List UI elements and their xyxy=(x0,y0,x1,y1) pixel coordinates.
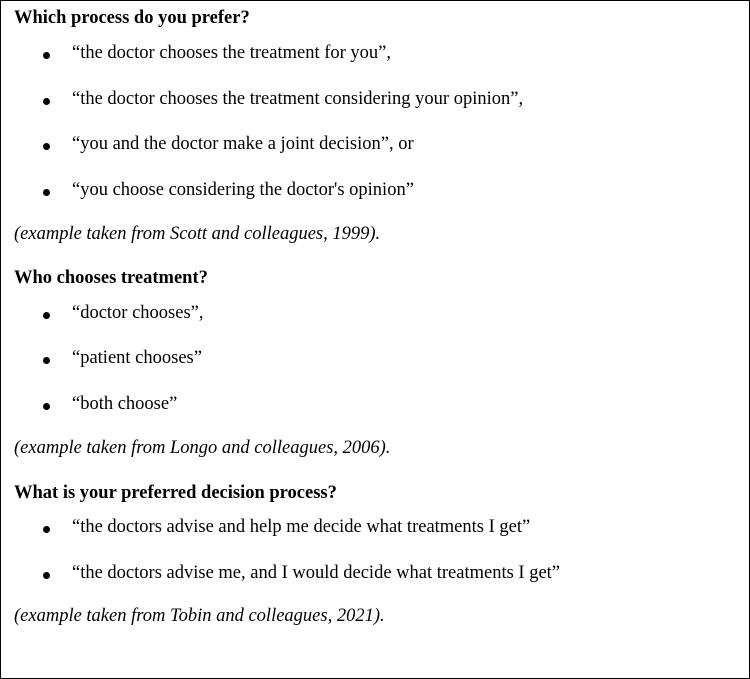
list-item-text: “both choose” xyxy=(72,394,178,414)
bullet-icon xyxy=(43,189,50,196)
bullet-icon xyxy=(43,357,50,364)
bullet-icon xyxy=(43,572,50,579)
citation-tobin-2021: (example taken from Tobin and colleagues, 2021). xyxy=(14,606,385,626)
list-item-text: “the doctors advise me, and I would decide what treatments I get” xyxy=(72,563,561,583)
bullet-icon xyxy=(43,52,50,59)
section-heading-process-preference: Which process do you prefer? xyxy=(14,8,250,28)
list-item-text: “the doctors advise and help me decide what treatments I get” xyxy=(72,517,531,537)
list-item-text: “you choose considering the doctor's opinion” xyxy=(72,180,414,200)
citation-longo-2006: (example taken from Longo and colleagues, 2006). xyxy=(14,438,391,458)
bullet-icon xyxy=(43,403,50,410)
citation-scott-1999: (example taken from Scott and colleagues, 1999). xyxy=(14,224,381,244)
list-item-text: “the doctor chooses the treatment for you”, xyxy=(72,43,392,63)
bullet-icon xyxy=(43,143,50,150)
section-heading-decision-process: What is your preferred decision process? xyxy=(14,483,337,503)
list-item-text: “you and the doctor make a joint decision”, or xyxy=(72,134,414,154)
list-item-text: “the doctor chooses the treatment considering your opinion”, xyxy=(72,89,524,109)
bullet-icon xyxy=(43,98,50,105)
bullet-icon xyxy=(43,526,50,533)
bullet-icon xyxy=(43,312,50,319)
list-item-text: “patient chooses” xyxy=(72,348,202,368)
section-heading-who-chooses: Who chooses treatment? xyxy=(14,268,208,288)
list-item-text: “doctor chooses”, xyxy=(72,303,204,323)
